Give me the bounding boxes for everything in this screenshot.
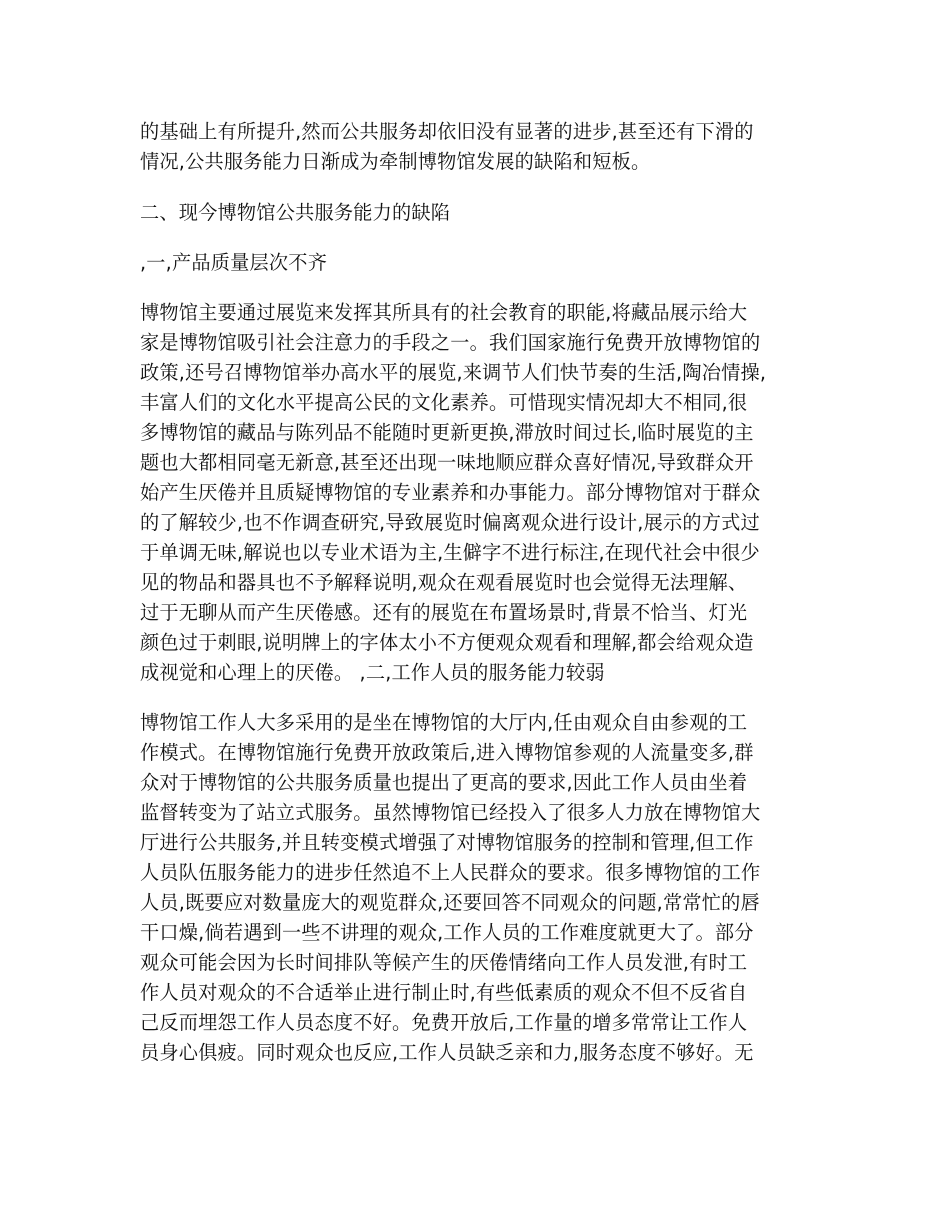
- section-heading: 二、现今博物馆公共服务能力的缺陷: [140, 201, 451, 224]
- paragraph-line: 己反而埋怨工作人员态度不好。免费开放后,工作量的增多常常让工作人: [140, 1011, 748, 1034]
- paragraph-line: 的基础上有所提升,然而公共服务却依旧没有显著的进步,甚至还有下滑的: [140, 120, 754, 143]
- paragraph-line: 作模式。在博物馆施行免费开放政策后,进入博物馆参观的人流量变多,群: [140, 741, 754, 764]
- paragraph-line: 政策,还号召博物馆举办高水平的展览,来调节人们快节奏的生活,陶冶情操,: [140, 361, 767, 384]
- paragraph-line: 丰富人们的文化水平提高公民的文化素养。可惜现实情况却大不相同,很: [140, 391, 748, 414]
- paragraph-line: 厅进行公共服务,并且转变模式增强了对博物馆服务的控制和管理,但工作: [140, 831, 754, 854]
- paragraph-line: 员身心俱疲。同时观众也反应,工作人员缺乏亲和力,服务态度不够好。无: [140, 1041, 754, 1064]
- paragraph-line: 博物馆主要通过展览来发挥其所具有的社会教育的职能,将藏品展示给大: [140, 301, 748, 324]
- paragraph-line: 作人员对观众的不合适举止进行制止时,有些低素质的观众不但不反省自: [140, 981, 748, 1004]
- paragraph-line: 的了解较少,也不作调查研究,导致展览时偏离观众进行设计,展示的方式过: [140, 511, 760, 534]
- paragraph-line: 颜色过于刺眼,说明牌上的字体太小不方便观众观看和理解,都会给观众造: [140, 631, 754, 654]
- paragraph-line: 于单调无味,解说也以专业术语为主,生僻字不进行标注,在现代社会中很少: [140, 541, 760, 564]
- paragraph-line: 观众可能会因为长时间排队等候产生的厌倦情绪向工作人员发泄,有时工: [140, 951, 748, 974]
- paragraph-line: 始产生厌倦并且质疑博物馆的专业素养和办事能力。部分博物馆对于群众: [140, 481, 761, 504]
- paragraph-line: 干口燥,倘若遇到一些不讲理的观众,工作人员的工作难度就更大了。部分: [140, 921, 754, 944]
- paragraph-line: 监督转变为了站立式服务。虽然博物馆已经投入了很多人力放在博物馆大: [140, 801, 761, 824]
- paragraph-line: 家是博物馆吸引社会注意力的手段之一。我们国家施行免费开放博物馆的: [140, 331, 761, 354]
- paragraph-line: 见的物品和器具也不予解释说明,观众在观看展览时也会觉得无法理解、: [140, 571, 748, 594]
- paragraph-line: 过于无聊从而产生厌倦感。还有的展览在布置场景时,背景不恰当、灯光: [140, 601, 748, 624]
- paragraph-line: 人员,既要应对数量庞大的观览群众,还要回答不同观众的问题,常常忙的唇: [140, 891, 760, 914]
- subsection-heading: ,一,产品质量层次不齐: [140, 251, 328, 274]
- paragraph-line: 博物馆工作人大多采用的是坐在博物馆的大厅内,任由观众自由参观的工: [140, 711, 748, 734]
- paragraph-line: 成视觉和心理上的厌倦。 ,二,工作人员的服务能力较弱: [140, 661, 605, 684]
- paragraph-line: 多博物馆的藏品与陈列品不能随时更新更换,滞放时间过长,临时展览的主: [140, 421, 754, 444]
- paragraph-line: 题也大都相同毫无新意,甚至还出现一味地顺应群众喜好情况,导致群众开: [140, 451, 754, 474]
- paragraph-line: 众对于博物馆的公共服务质量也提出了更高的要求,因此工作人员由坐着: [140, 771, 748, 794]
- paragraph-line: 人员队伍服务能力的进步任然追不上人民群众的要求。很多博物馆的工作: [140, 861, 761, 884]
- paragraph-line: 情况,公共服务能力日渐成为牵制博物馆发展的缺陷和短板。: [140, 150, 651, 173]
